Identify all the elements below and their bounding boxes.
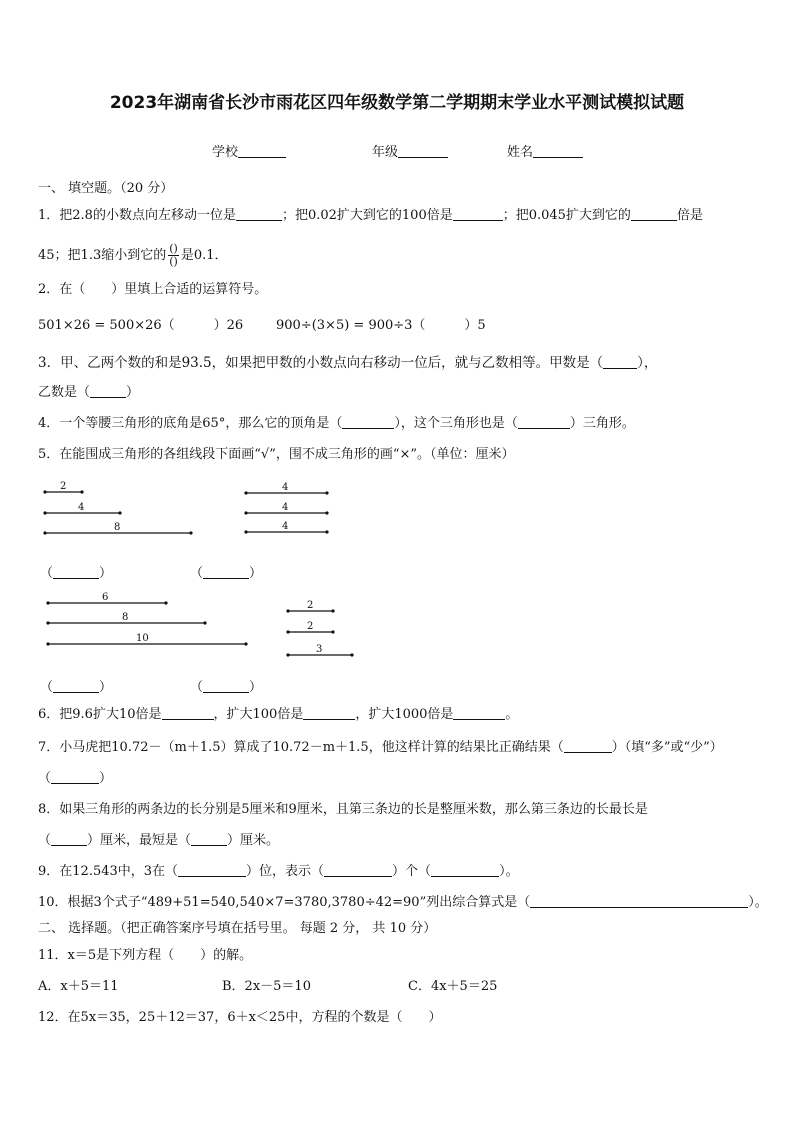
grade-field[interactable] — [372, 141, 448, 160]
segment-group-1 — [40, 478, 200, 538]
option-11-A[interactable]: A．x＋5＝11 — [38, 979, 119, 994]
segment-label: 4 — [282, 502, 289, 513]
segment-label: 4 — [282, 521, 289, 532]
section2-heading: 二、 选择题。（把正确答案序号填在括号里。 每题 2 分， 共 10 分） — [38, 921, 437, 936]
question-2: 2．在（ ）里填上合适的运算符号。 — [38, 282, 268, 297]
question-3-line2: 乙数是（ ） — [38, 385, 140, 400]
blank[interactable] — [342, 415, 394, 429]
segment-label: 8 — [114, 522, 121, 533]
blank[interactable] — [178, 863, 246, 877]
question-10: 10．根据3个式子“489+51=540,540×7=3780,3780÷42=90”列出综合算式是（ ）。 — [38, 895, 768, 910]
segment-label: 10 — [136, 633, 149, 644]
segment-label: 4 — [78, 502, 85, 513]
blank[interactable] — [631, 207, 677, 221]
question-1-line1: 1．把2.8的小数点向左移动一位是 ；把0.02扩大到它的100倍是 ；把0.045扩大到它的 倍是 — [38, 208, 703, 223]
answer-paren-group-1[interactable]: （ ） — [40, 566, 113, 581]
option-11-B[interactable]: B．2x－5＝10 — [222, 979, 311, 994]
blank[interactable] — [303, 706, 355, 720]
segment-group-4 — [282, 598, 362, 660]
question-5: 5．在能围成三角形的各组线段下面画“√”，围不成三角形的画“×”。（单位：厘米） — [38, 447, 515, 462]
school-label: 学校 — [212, 145, 239, 160]
question-3-line1: 3．甲、乙两个数的和是93.5，如果把甲数的小数点向右移动一位后，就与乙数相等。甲数是（ ）， — [38, 355, 658, 371]
segment-group-2 — [240, 480, 340, 538]
question-6: 6．把9.6扩大10倍是 ，扩大100倍是 ，扩大1000倍是 。 — [38, 707, 519, 722]
blank[interactable] — [564, 739, 612, 753]
segment-label: 3 — [316, 644, 323, 655]
school-field[interactable] — [212, 141, 286, 160]
fraction-blank[interactable]: $\frac{()}{()}$ — [169, 242, 178, 268]
answer-paren-group-4[interactable]: （ ） — [190, 680, 263, 695]
question-8-line2: （ ）厘米，最短是（ ）厘米。 — [38, 833, 280, 848]
blank[interactable] — [191, 832, 227, 846]
question-7-line1: 7．小马虎把10.72－（m＋1.5）算成了10.72－m＋1.5，他这样计算的结果比正确结果（ ）（填“多”或“少”） — [38, 740, 723, 755]
question-11: 11．x＝5是下列方程（ ）的解。 — [38, 948, 253, 963]
segment-label: 2 — [60, 481, 67, 492]
segment-label: 6 — [102, 592, 109, 603]
blank[interactable] — [162, 706, 214, 720]
segment-group-3 — [40, 590, 220, 650]
section1-heading: 一、 填空题。（20 分） — [38, 181, 174, 196]
blank[interactable] — [51, 832, 87, 846]
blank[interactable] — [603, 355, 637, 369]
blank[interactable] — [324, 863, 392, 877]
question-2-expr1: 501×26 = 500×26（ ）26 — [38, 318, 244, 333]
blank[interactable] — [51, 770, 99, 784]
blank[interactable] — [90, 384, 126, 398]
blank[interactable] — [518, 415, 570, 429]
blank[interactable] — [453, 706, 505, 720]
question-9: 9．在12.543中，3在（ ）位，表示（ ）个（ ）。 — [38, 864, 519, 879]
grade-label: 年级 — [372, 145, 399, 160]
blank[interactable] — [453, 207, 503, 221]
blank[interactable] — [431, 863, 499, 877]
answer-paren-group-3[interactable]: （ ） — [40, 680, 113, 695]
option-11-C[interactable]: C．4x＋5＝25 — [408, 979, 498, 994]
segment-label: 2 — [307, 621, 314, 632]
question-4: 4．一个等腰三角形的底角是65°，那么它的顶角是（ ），这个三角形也是（ ）三角形。 — [38, 416, 635, 431]
question-8-line1: 8．如果三角形的两条边的长分别是5厘米和9厘米，且第三条边的长是整厘米数，那么第三条边的长最长是 — [38, 802, 648, 817]
segment-label: 4 — [282, 482, 289, 493]
blank[interactable] — [236, 207, 282, 221]
question-2-expr2: 900÷(3×5) = 900÷3（ ）5 — [276, 318, 486, 333]
page-title: 2023年湖南省长沙市雨花区四年级数学第二学期期末学业水平测试模拟试题 — [109, 93, 685, 113]
name-field[interactable] — [507, 141, 583, 160]
question-1-line2: 45；把1.3缩小到它的 $\frac{()}{()}$ 是0.1． — [38, 242, 228, 268]
name-label: 姓名 — [507, 145, 534, 160]
answer-paren-group-2[interactable]: （ ） — [190, 566, 263, 581]
question-7-line2: （ ） — [38, 771, 113, 786]
segment-label: 2 — [307, 600, 314, 611]
blank[interactable] — [530, 894, 748, 908]
question-12: 12．在5x＝35，25＋12＝37，6＋x＜25中，方程的个数是（ ） — [38, 1010, 442, 1025]
segment-label: 8 — [122, 612, 129, 623]
